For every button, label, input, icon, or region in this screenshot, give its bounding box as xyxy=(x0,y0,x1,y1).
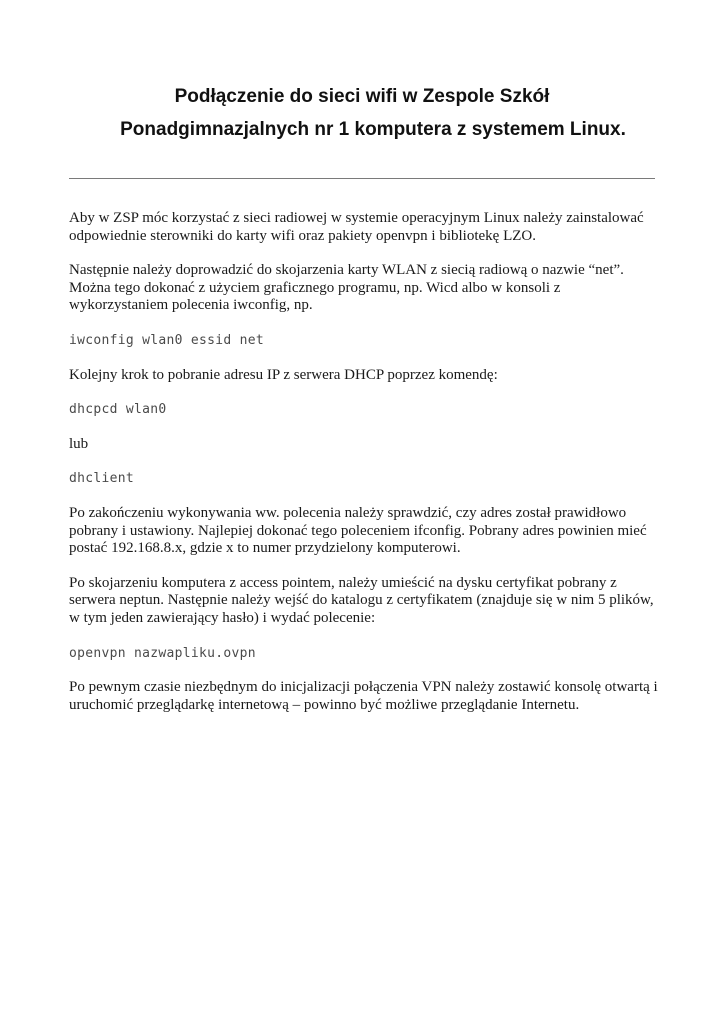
command-openvpn: openvpn nazwapliku.ovpn xyxy=(69,645,256,661)
document-body xyxy=(69,210,659,731)
document-title xyxy=(40,80,684,146)
command-iwconfig: iwconfig wlan0 essid net xyxy=(69,332,265,348)
command-dhclient: dhclient xyxy=(69,471,135,487)
paragraph-verify-address: Po zakończeniu wykonywania ww. polecenia należy sprawdzić, czy adres został prawidłowo pobrany i ustawiony. Najlepiej dokonać tego poleceniem ifconfig. Pobrany adres powinien mieć postać 192.168.8.x, gdzie x to numer przydzielony komputerowi. xyxy=(69,504,647,557)
paragraph-or: lub xyxy=(69,435,89,452)
paragraph-dhcp: Kolejny krok to pobranie adresu IP z serwera DHCP poprzez komendę: xyxy=(69,366,498,383)
paragraph-wlan-association: Następnie należy doprowadzić do skojarzenia karty WLAN z siecią radiową o nazwie “net”. Można tego dokonać z użyciem graficznego programu, np. Wicd albo w konsoli z wykorzystaniem polecenia iwconfig, np. xyxy=(69,262,624,314)
horizontal-rule xyxy=(69,178,655,179)
command-dhcpcd: dhcpcd wlan0 xyxy=(69,402,167,418)
title-line-1: Podłączenie do sieci wifi w Zespole Szkół xyxy=(174,86,550,107)
paragraph-certificate: Po skojarzeniu komputera z access pointem, należy umieścić na dysku certyfikat pobrany z serwera neptun. Następnie należy wejść do katalogu z certyfikatem (znajduje się w nim 5 plików, w tym jeden zawierający hasło) i wydać polecenie: xyxy=(69,574,654,626)
paragraph-finish: Po pewnym czasie niezbędnym do inicjalizacji połączenia VPN należy zostawić konsolę otwartą i uruchomić przeglądarkę internetową – powinno być możliwe przeglądanie Internetu. xyxy=(69,679,658,713)
paragraph-intro: Aby w ZSP móc korzystać z sieci radiowej w systemie operacyjnym Linux należy zainstalować odpowiednie sterowniki do karty wifi oraz pakiety openvpn i bibliotekę LZO. xyxy=(69,210,644,244)
title-line-2: Ponadgimnazjalnych nr 1 komputera z systemem Linux. xyxy=(120,119,626,140)
